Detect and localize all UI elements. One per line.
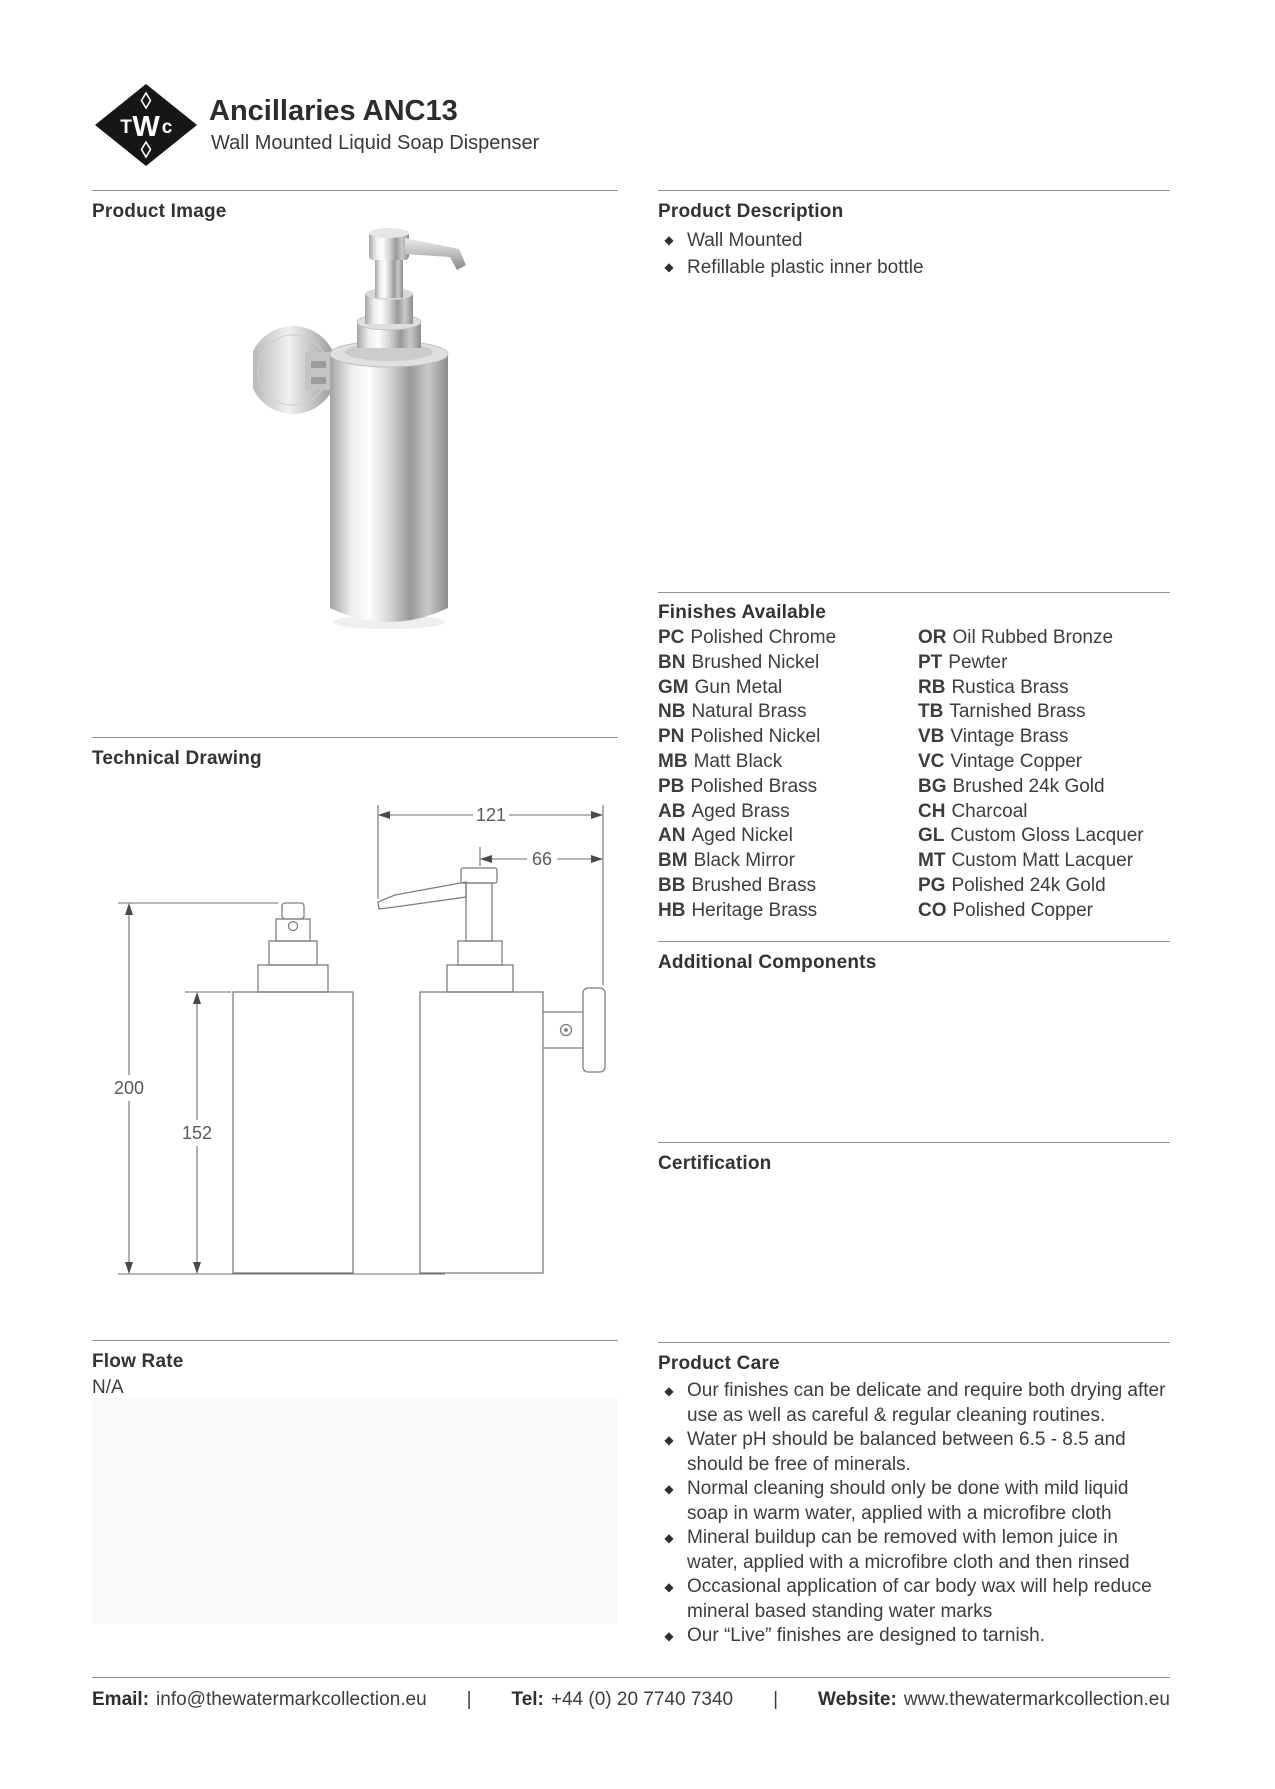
finish-item: OR Oil Rubbed Bronze	[918, 627, 1114, 648]
finish-item: GM Gun Metal	[658, 676, 783, 698]
finish-item: PC Polished Chrome	[658, 627, 837, 648]
finish-item: GL Custom Gloss Lacquer	[918, 825, 1144, 847]
finish-item: BB Brushed Brass	[658, 874, 817, 896]
finish-item: VB Vintage Brass	[918, 726, 1069, 748]
dimension-label-overall-depth: 121	[475, 805, 507, 825]
side-view-spout	[378, 882, 466, 909]
list-item	[658, 1526, 1170, 1575]
list-item	[658, 1428, 1170, 1477]
separator-line	[92, 1340, 618, 1341]
finish-item: BN Brushed Nickel	[658, 651, 820, 673]
finish-item: CO Polished Copper	[918, 899, 1093, 921]
list-item	[658, 1575, 1170, 1624]
diamond-bullet-icon: ◆	[664, 1482, 674, 1496]
dimension-label-overall-height: 200	[113, 1078, 145, 1098]
separator-line	[658, 1342, 1170, 1343]
flow-rate-value: N/A	[92, 1377, 124, 1398]
section-heading-flow-rate: Flow Rate	[92, 1351, 184, 1372]
care-bullet: Water pH should be balanced between 6.5 - 8.5 and should be free of minerals.	[687, 1429, 1126, 1475]
list-item	[658, 227, 1170, 254]
separator-line	[658, 190, 1170, 191]
finish-item: AN Aged Nickel	[658, 825, 793, 847]
finish-item: AB Aged Brass	[658, 800, 790, 822]
scan-shading	[92, 1398, 617, 1624]
finish-item: VC Vintage Copper	[918, 750, 1083, 772]
section-heading-product-care: Product Care	[658, 1353, 780, 1374]
pump-spout	[405, 238, 466, 270]
pump-shaft	[375, 256, 403, 298]
description-bullet: Wall Mounted	[687, 230, 803, 251]
dimension-label-body-height: 152	[181, 1123, 213, 1143]
product-image	[253, 212, 483, 637]
section-heading-product-description: Product Description	[658, 201, 844, 222]
list-item	[658, 1624, 1170, 1649]
footer-email	[92, 1689, 427, 1711]
finishes-list	[658, 626, 1170, 926]
care-bullet: Normal cleaning should only be done with mild liquid soap in warm water, applied with a microfibre cloth	[687, 1478, 1129, 1524]
technical-drawing	[95, 785, 620, 1290]
list-item	[658, 1379, 1170, 1428]
footer-website	[818, 1689, 1170, 1711]
care-bullet: Our “Live” finishes are designed to tarnish.	[687, 1625, 1046, 1646]
separator-line	[92, 737, 618, 738]
section-heading-product-image: Product Image	[92, 201, 227, 222]
finish-item: TB Tarnished Brass	[918, 701, 1086, 723]
wall-bracket-plate	[583, 988, 605, 1072]
footer	[92, 1689, 1170, 1711]
section-heading-certification: Certification	[658, 1153, 772, 1174]
finish-item: NB Natural Brass	[658, 701, 807, 723]
finishes-column-left	[658, 626, 836, 924]
section-heading-technical-drawing: Technical Drawing	[92, 748, 262, 769]
finish-item: PG Polished 24k Gold	[918, 874, 1106, 896]
logo-letter-c: c	[161, 117, 173, 138]
care-bullet: Occasional application of car body wax will help reduce mineral based standing water marks	[687, 1576, 1152, 1622]
separator-line	[658, 1142, 1170, 1143]
footer-email-value: info@thewatermarkcollection.eu	[156, 1689, 427, 1710]
care-bullet: Our finishes can be delicate and require both drying after use as well as careful & regular cleaning routines.	[687, 1380, 1166, 1426]
diamond-bullet-icon: ◆	[664, 1384, 674, 1398]
logo-letter-w: W	[132, 111, 160, 143]
footer-tel-value: +44 (0) 20 7740 7340	[550, 1689, 734, 1710]
list-item	[658, 1477, 1170, 1526]
list-item	[658, 254, 1170, 281]
logo-letter-t: T	[120, 117, 132, 138]
diamond-bullet-icon: ◆	[664, 1531, 674, 1545]
finish-item: BG Brushed 24k Gold	[918, 775, 1105, 797]
diamond-bullet-icon: ◆	[664, 260, 674, 274]
description-bullet: Refillable plastic inner bottle	[687, 257, 924, 278]
finish-item: MT Custom Matt Lacquer	[918, 850, 1134, 872]
care-bullet: Mineral buildup can be removed with lemon juice in water, applied with a microfibre cloth and then rinsed	[687, 1527, 1130, 1573]
product-description-list	[658, 227, 1170, 281]
finish-item: PB Polished Brass	[658, 775, 818, 797]
diamond-bullet-icon: ◆	[664, 1580, 674, 1594]
finish-item: MB Matt Black	[658, 750, 783, 772]
section-heading-finishes: Finishes Available	[658, 602, 826, 623]
product-care-list	[658, 1379, 1170, 1649]
finish-item: PN Polished Nickel	[658, 726, 821, 748]
footer-email-label: Email:	[92, 1689, 150, 1710]
diamond-bullet-icon: ◆	[664, 1629, 674, 1643]
separator-line	[658, 592, 1170, 593]
page-subtitle: Wall Mounted Liquid Soap Dispenser	[211, 132, 540, 154]
separator-line	[92, 190, 618, 191]
front-view-body	[233, 992, 353, 1273]
page-title: Ancillaries ANC13	[209, 95, 458, 127]
finishes-column-right	[918, 626, 1144, 924]
dimension-label-spout-depth: 66	[531, 849, 553, 869]
finish-item: PT Pewter	[918, 651, 1008, 673]
twc-logo	[94, 83, 198, 167]
finish-item: HB Heritage Brass	[658, 899, 818, 921]
separator-line	[658, 941, 1170, 942]
footer-divider: |	[466, 1689, 472, 1710]
diamond-bullet-icon: ◆	[664, 1433, 674, 1447]
diamond-bullet-icon: ◆	[664, 233, 674, 247]
section-heading-additional-components: Additional Components	[658, 952, 877, 973]
footer-divider: |	[773, 1689, 779, 1710]
footer-tel	[512, 1689, 734, 1711]
separator-line	[92, 1677, 1170, 1678]
finish-item: CH Charcoal	[918, 800, 1028, 822]
footer-tel-label: Tel:	[511, 1689, 544, 1710]
side-view-body	[420, 992, 543, 1273]
dispenser-body	[330, 354, 448, 622]
finish-item: RB Rustica Brass	[918, 676, 1069, 698]
footer-website-label: Website:	[817, 1689, 897, 1710]
footer-website-value: www.thewatermarkcollection.eu	[903, 1689, 1170, 1710]
finish-item: BM Black Mirror	[658, 850, 795, 872]
